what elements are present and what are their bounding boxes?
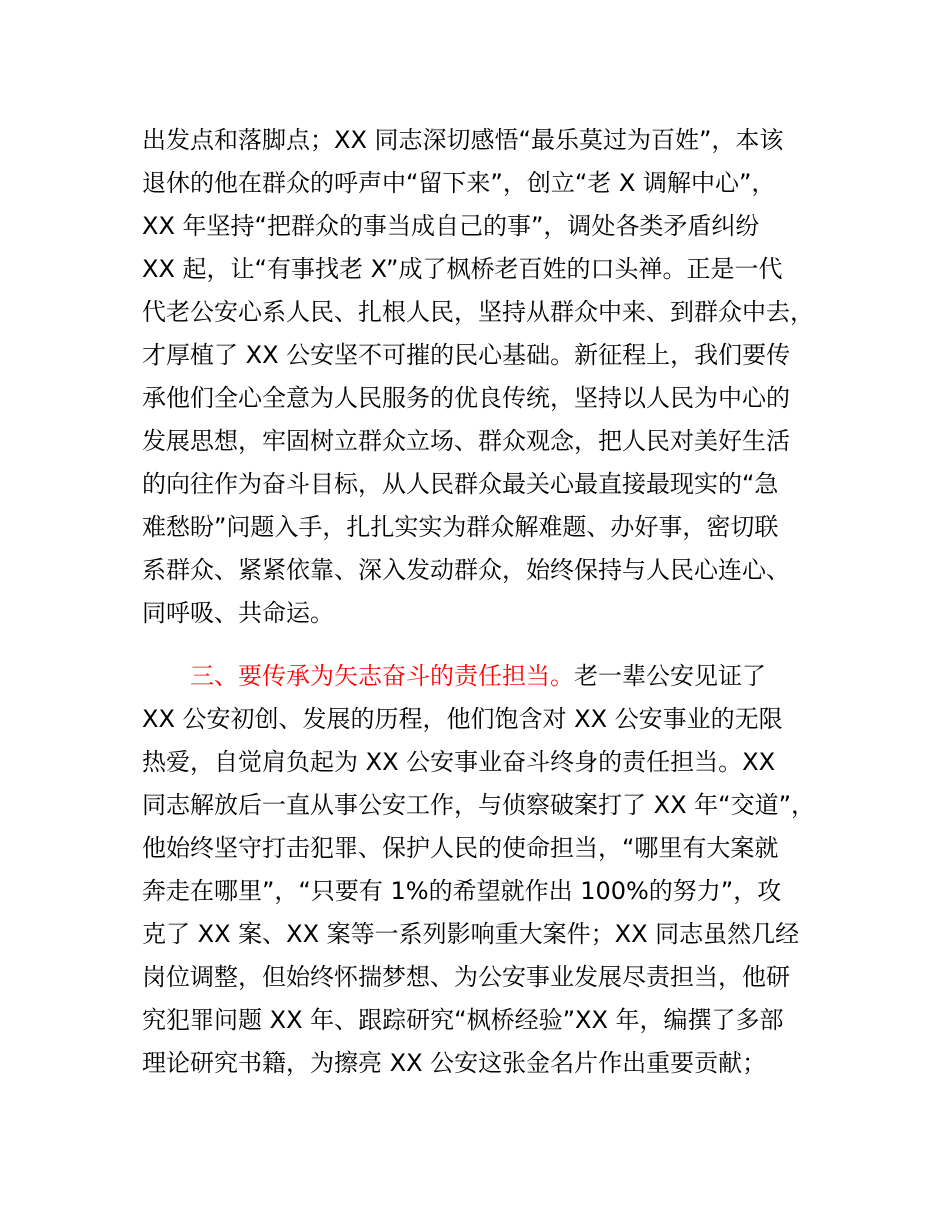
paragraph-line: 同志解放后一直从事公安工作，与侦察破案打了 XX 年“交道”， [142, 791, 816, 819]
paragraph-line: 他始终坚守打击犯罪、保护人民的使命担当，“哪里有大案就 [142, 834, 779, 862]
paragraph-line: 系群众、紧紧依靠、深入发动群众，始终保持与人民心连心、 [142, 556, 790, 584]
section-heading: 三、要传承为矢志奋斗的责任担当。 [190, 662, 574, 690]
paragraph-line: 究犯罪问题 XX 年、跟踪研究“枫桥经验”XX 年，编撰了多部 [142, 1006, 784, 1034]
paragraph-line: 岗位调整，但始终怀揣梦想、为公安事业发展尽责担当，他研 [142, 963, 790, 991]
paragraph-line: 才厚植了 XX 公安坚不可摧的民心基础。新征程上，我们要传 [142, 341, 791, 369]
paragraph-line: 热爱，自觉肩负起为 XX 公安事业奋斗终身的责任担当。XX [142, 748, 776, 776]
paragraph-line: 同呼吸、共命运。 [142, 599, 334, 627]
section-heading-line [190, 661, 766, 691]
paragraph-line: 克了 XX 案、XX 案等一系列影响重大案件；XX 同志虽然几经 [142, 920, 800, 948]
paragraph-line: XX 公安初创、发展的历程，他们饱含对 XX 公安事业的无限 [142, 705, 783, 733]
paragraph-line: 难愁盼”问题入手，扎扎实实为群众解难题、办好事，密切联 [142, 513, 779, 541]
section-heading-rest: 老一辈公安见证了 [574, 662, 766, 690]
paragraph-line: 发展思想，牢固树立群众立场、群众观念，把人民对美好生活 [142, 427, 790, 455]
paragraph-line: 奔走在哪里”，“只要有 1%的希望就作出 100%的努力”，攻 [142, 877, 782, 905]
paragraph-line: XX 年坚持“把群众的事当成自己的事”，调处各类矛盾纠纷 [142, 212, 760, 240]
paragraph-line: 退休的他在群众的呼声中“留下来”，创立“老 X 调解中心”， [142, 169, 776, 197]
paragraph-line: 的向往作为奋斗目标，从人民群众最关心最直接最现实的“急 [142, 470, 779, 498]
paragraph-line: 代老公安心系人民、扎根人民，坚持从群众中来、到群众中去， [142, 298, 814, 326]
paragraph-line: 出发点和落脚点；XX 同志深切感悟“最乐莫过为百姓”，本该 [142, 126, 784, 154]
paragraph-line: 理论研究书籍，为擦亮 XX 公安这张金名片作出重要贡献； [142, 1049, 767, 1077]
paragraph-line: 承他们全心全意为人民服务的优良传统，坚持以人民为中心的 [142, 384, 790, 412]
paragraph-line: XX 起，让“有事找老 X”成了枫桥老百姓的口头禅。正是一代 [142, 255, 783, 283]
